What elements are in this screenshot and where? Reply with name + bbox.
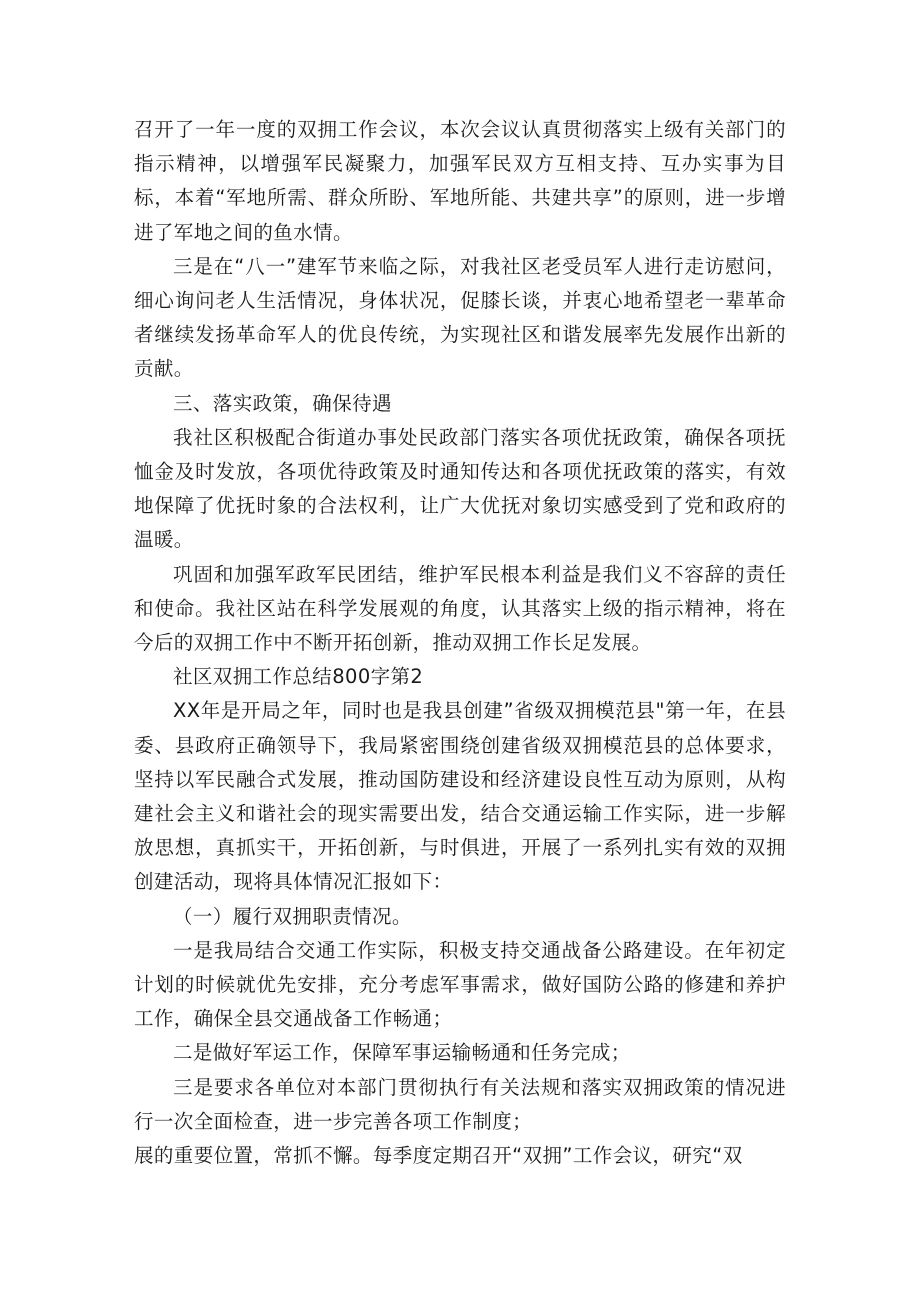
paragraph-trailing-fragment: 展的重要位置，常抓不懈。每季度定期召开“双拥”工作会议，研究“双 [134,1144,743,1168]
paragraph-meeting-continuation: 召开了一年一度的双拥工作会议，本次会议认真贯彻落实上级有关部门的指示精神，以增强军民凝聚力，加强军民双方互相支持、互办实事为目标，本着“军地所需、群众所盼、军地所能、共建共享”的原则，进一步增进了军地之间的鱼水情。 [134,118,786,244]
paragraph-unity: 巩固和加强军政军民团结，维护军民根本利益是我们义不容辞的责任和使命。我社区站在科学发展观的角度，认其落实上级的指示精神，将在今后的双拥工作中不断开拓创新，推动双拥工作长足发展。 [134,562,786,655]
subheading-duties: （一）履行双拥职责情况。 [173,904,412,928]
paragraph-duty-two: 二是做好军运工作，保障军事运输畅通和任务完成； [173,1041,631,1065]
document-body [134,113,786,1173]
section-heading-summary-2: 社区双拥工作总结800字第2 [173,665,424,689]
paragraph-policy: 我社区积极配合街道办事处民政部门落实各项优抚政策，确保各项抚恤金及时发放，各项优待政策及时通知传达和各项优抚政策的落实，有效地保障了优抚时象的合法权利，让广大优抚对象切实感受到了党和政府的温暖。 [134,425,786,552]
section-heading-policy: 三、落实政策，确保待遇 [173,391,392,415]
paragraph-duty-one: 一是我局结合交通工作实际，积极支持交通战备公路建设。在年初定计划的时候就优先安排，充分考虑军事需求，做好国防公路的修建和养护工作，确保全县交通战备工作畅通； [134,938,786,1031]
paragraph-bayi-visit: 三是在“八一”建军节来临之际，对我社区老受员军人进行走访慰问，细心询问老人生活情况，身体状况，促膝长谈，并衷心地希望老一辈革命者继续发扬革命军人的优良传统，为实现社区和谐发展率先发展作出新的贡献。 [134,254,786,381]
paragraph-intro-xx-year: XX年是开局之年，同时也是我县创建”省级双拥模范县"第一年，在县委、县政府正确领导下，我局紧密围绕创建省级双拥模范县的总体要求，坚持以军民融合式发展，推动国防建设和经济建设良性互动为原则，从构建社会主义和谐社会的现实需要出发，结合交通运输工作实际，进一步解放思想，真抓实干，开拓创新，与时俱进，开展了一系列扎实有效的双拥创建活动，现将具体情况汇报如下： [134,699,786,894]
paragraph-duty-three: 三是要求各单位对本部门贯彻执行有关法规和落实双拥政策的情况进行一次全面检查，进一步完善各项工作制度； [134,1075,786,1133]
